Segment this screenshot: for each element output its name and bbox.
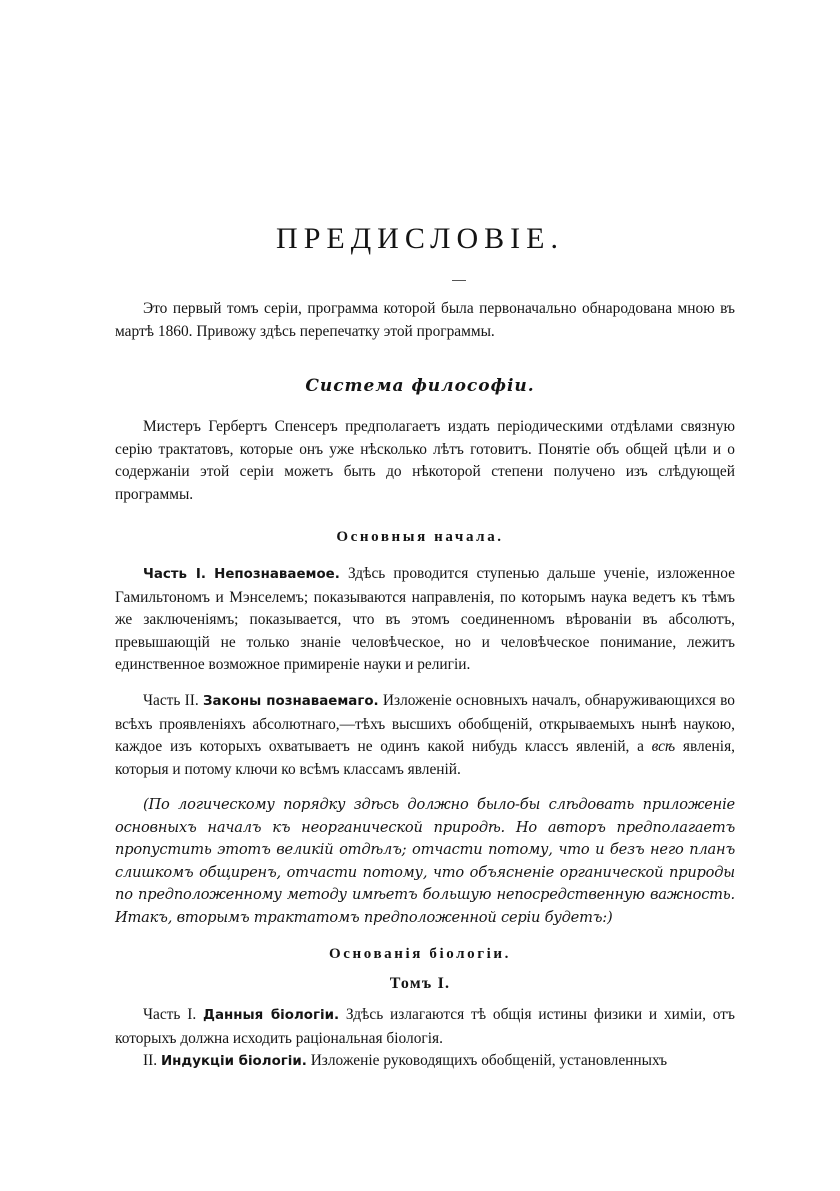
part2-title: Законы познаваемаго.	[203, 694, 379, 709]
title-divider	[452, 280, 466, 281]
part2-label: Часть II.	[143, 692, 199, 709]
part1-paragraph	[115, 563, 735, 677]
bio-part1-title: Данныя біологіи.	[203, 1008, 340, 1023]
biology-part2-paragraph	[115, 1050, 735, 1074]
italic-note: (По логическому порядку здѣсь должно было-бы слѣдовать приложеніе основныхъ началъ къ неорганической природѣ. Но авторъ предполагаетъ пропустить этотъ великій отдѣлъ; отчасти потому, что и безъ него планъ слишкомъ общиренъ, отчасти потому, что объясненіе органической природы по предположенному методу имѣетъ большую непосредственную важность. Итакъ, вторымъ трактатомъ предположенной серіи будетъ:)	[115, 796, 735, 926]
bio-part2-title: Индукціи біологіи.	[160, 1054, 307, 1069]
part2-paragraph	[115, 690, 735, 781]
part1-title: Непознаваемое.	[214, 567, 340, 582]
part1-text: Здѣсь проводится ступенью дальше ученіе, изложенное Гамильтономъ и Мэнселемъ; показываются направленія, по которымъ наука ведетъ къ тѣмъ же заключеніямъ; показывается, что въ этомъ соединенномъ вѣрованіи въ абсолютъ, превышающій не только знаніе человѣческое, но и человѣческое понимание, лежитъ единственное возможное примиреніе науки и религіи.	[115, 565, 735, 674]
system-heading: Система философіи.	[305, 376, 535, 396]
part2-emphasis: всѣ	[651, 738, 676, 756]
bio-part1-label: Часть I.	[143, 1006, 197, 1023]
part2-text-a: Изложеніе основныхъ началъ, обнаруживающихся во всѣхъ проявленіяхъ абсолютнаго,—тѣхъ высшихъ обобщеній, открываемыхъ нынѣ наукою, каждое изъ которыхъ охватываетъ не одинъ какой нибудь классъ явленій, а	[115, 692, 735, 756]
biology-part1-paragraph	[115, 1004, 735, 1050]
part2-text-b: явленія, которыя и потому ключи ко всѣмъ классамъ явленій.	[115, 738, 735, 778]
bio-part2-label: II.	[143, 1052, 158, 1069]
bio-part1-text: Здѣсь излагаются тѣ общія истины физики и химіи, отъ которыхъ должна исходить раціональная біологія.	[115, 1006, 735, 1047]
first-principles-heading: Основныя начала.	[336, 529, 504, 545]
part1-label: Часть I.	[143, 567, 207, 582]
system-paragraph: Мистеръ Гербертъ Спенсеръ предполагаетъ издать періодическими отдѣлами связную серію трактатовъ, которые онъ уже нѣсколько лѣтъ готовитъ. Понятіе объ общей цѣли и о содержаніи этой серіи можетъ быть до нѣкоторой степени получено изъ слѣдующей программы.	[115, 418, 735, 503]
biology-heading: Основанія біологіи.	[328, 946, 512, 962]
page-title: ПРЕДИСЛОВІЕ.	[276, 222, 564, 255]
bio-part2-text: Изложеніе руководящихъ обобщеній, установленныхъ	[310, 1052, 668, 1069]
volume-heading: Томъ I.	[389, 975, 451, 992]
intro-paragraph: Это первый томъ серіи, программа которой была первоначально обнародована мною въ мартѣ 1860. Привожу здѣсь перепечатку этой программы.	[115, 300, 735, 340]
